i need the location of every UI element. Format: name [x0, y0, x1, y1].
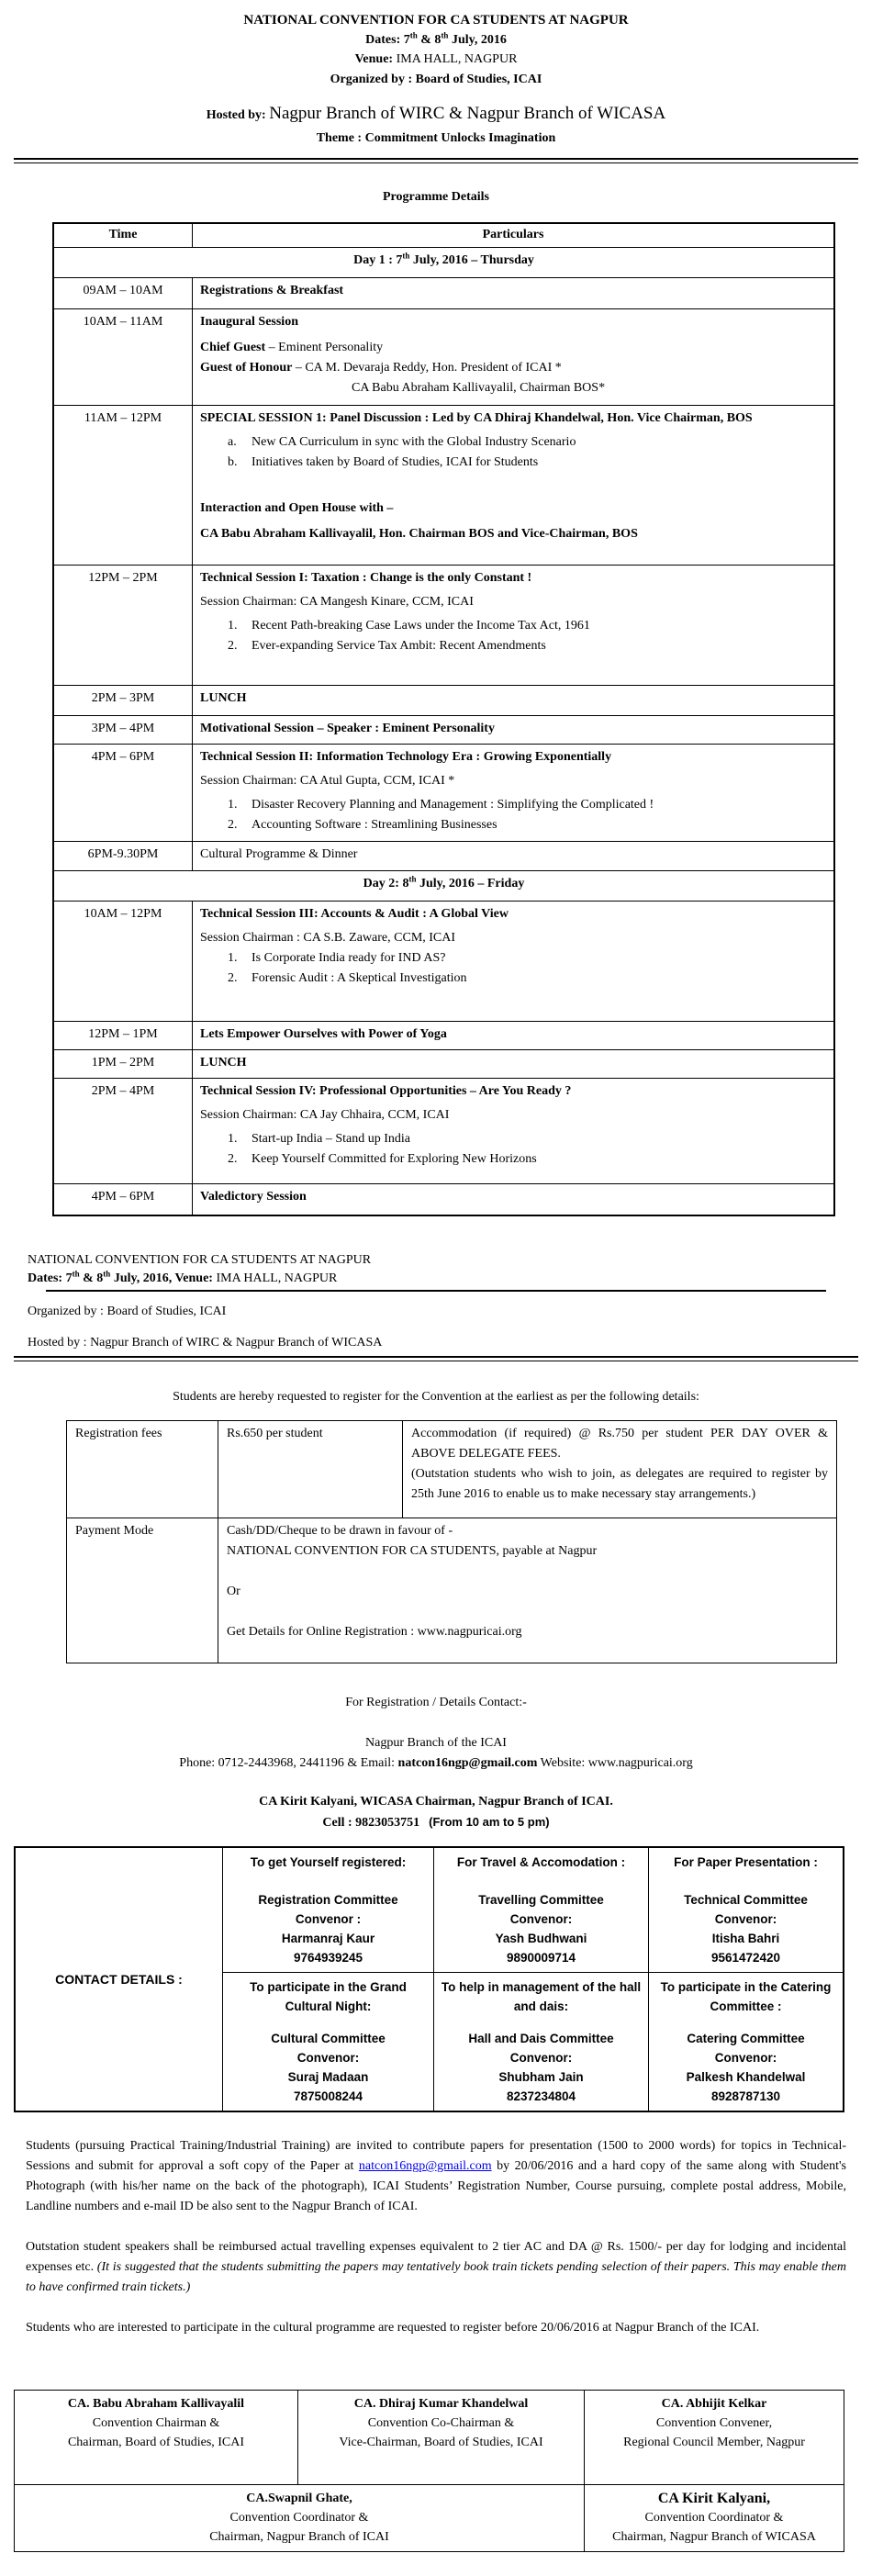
- convenor-label: Convenor:: [296, 2051, 360, 2065]
- topic-list: [200, 432, 826, 473]
- programme-row: [53, 309, 834, 406]
- info-title: NATIONAL CONVENTION FOR CA STUDENTS AT NAGPUR: [28, 1253, 372, 1267]
- programme-row: [53, 686, 834, 716]
- convenor-phone: 7875008244: [293, 2089, 363, 2103]
- payment-mode-row: [67, 1518, 837, 1663]
- registration-table: [66, 1420, 837, 1663]
- contact-details-table: [14, 1846, 844, 2112]
- list-item-text: Initiatives taken by Board of Studies, ICAI for Students: [252, 455, 539, 469]
- session-title: Technical Session II: Information Technology Era : Growing Exponentially: [200, 750, 612, 764]
- time-cell: 2PM – 4PM: [53, 1079, 193, 1184]
- time-cell: 4PM – 6PM: [53, 1184, 193, 1216]
- committee-name: Travelling Committee: [478, 1893, 604, 1907]
- convenor-name: Suraj Madaan: [287, 2070, 369, 2084]
- topic-list: [200, 795, 826, 835]
- guest-of-honour-label: Guest of Honour: [200, 361, 293, 375]
- session-title: Technical Session III: Accounts & Audit : A Global View: [200, 907, 509, 921]
- convenor-label: Convenor:: [509, 1912, 573, 1926]
- payment-mode-label: Payment Mode: [67, 1518, 218, 1663]
- contact-website: Website: www.nagpuricai.org: [537, 1756, 693, 1770]
- person-name: CA. Abhijit Kelkar: [661, 2397, 767, 2411]
- session-title: SPECIAL SESSION 1: Panel Discussion : Led by CA Dhiraj Khandelwal, Hon. Vice Chairman, BOS: [200, 411, 753, 425]
- list-item: [228, 948, 826, 969]
- convenor-label: Convenor:: [509, 2051, 573, 2065]
- dates-sup: th: [441, 30, 449, 40]
- list-item: [228, 969, 826, 989]
- convenor-phone: 8928787130: [710, 2089, 781, 2103]
- info-dates-text: July, 2016,: [110, 1271, 175, 1285]
- hosted-value: Nagpur Branch of WIRC & Nagpur Branch of WICASA: [269, 104, 666, 123]
- doc-title: NATIONAL CONVENTION FOR CA STUDENTS AT NAGPUR: [243, 13, 629, 28]
- info-organized: Organized by : Board of Studies, ICAI: [28, 1305, 227, 1318]
- time-cell: 12PM – 1PM: [53, 1022, 193, 1050]
- person-title: Convention Convener,: [655, 2416, 773, 2430]
- list-item-text: Disaster Recovery Planning and Management : Simplifying the Complicated !: [252, 798, 654, 812]
- hosted-label: Hosted by:: [206, 108, 270, 122]
- session-chairman: Session Chairman : CA S.B. Zaware, CCM, ICAI: [200, 931, 456, 945]
- info-hosted: [28, 1334, 844, 1352]
- list-marker: 2.: [228, 818, 238, 832]
- contact-branch: Nagpur Branch of the ICAI: [365, 1736, 507, 1750]
- wicasa-chairman-line: CA Kirit Kalyani, WICASA Chairman, Nagpur Branch of ICAI.: [259, 1795, 613, 1809]
- committee-cell: [223, 1847, 434, 1973]
- info-dates-sup: th: [103, 1269, 111, 1279]
- committee-name: Hall and Dais Committee: [468, 2032, 614, 2045]
- list-item: [228, 432, 826, 453]
- convenor-label: Convenor :: [295, 1912, 362, 1926]
- session-chairman: Session Chairman: CA Atul Gupta, CCM, ICAI *: [200, 774, 455, 788]
- list-item: [228, 453, 826, 473]
- info-dates-line: [28, 1270, 844, 1288]
- cell-hours-note: (From 10 am to 5 pm): [429, 1815, 550, 1829]
- programme-row: [53, 842, 834, 871]
- contact-phone: Phone: 0712-2443968, 2441196 & Email:: [179, 1756, 398, 1770]
- list-item-text: Is Corporate India ready for IND AS?: [252, 951, 446, 965]
- contact-table-row1: [15, 1847, 844, 1973]
- office-bearer-cell: [585, 2485, 844, 2552]
- double-divider: [14, 1356, 858, 1361]
- programme-row: [53, 566, 834, 686]
- contact-email: natcon16ngp@gmail.com: [397, 1756, 538, 1770]
- particulars-cell: [193, 406, 835, 566]
- accommodation-cell: [403, 1421, 837, 1518]
- list-marker: 1.: [228, 619, 238, 633]
- committee-purpose: To participate in the Catering Committee :: [660, 1980, 832, 2013]
- office-bearers-row1: [15, 2391, 844, 2485]
- person-title: Vice-Chairman, Board of Studies, ICAI: [339, 2436, 543, 2449]
- session-title: LUNCH: [200, 1056, 247, 1070]
- list-marker: 1.: [228, 951, 238, 965]
- venue-line: [0, 50, 872, 69]
- info-dates: [28, 1271, 216, 1285]
- list-marker: 1.: [228, 798, 238, 812]
- time-cell: 3PM – 4PM: [53, 716, 193, 745]
- particulars-cell: [193, 278, 835, 309]
- info-dates-sup: th: [72, 1269, 80, 1279]
- list-marker: 2.: [228, 971, 238, 985]
- programme-row: [53, 1022, 834, 1050]
- committee-purpose: To get Yourself registered:: [250, 1855, 407, 1869]
- committee-cell: [434, 1973, 649, 2112]
- committee-cell: [649, 1847, 844, 1973]
- day1-heading: [53, 248, 834, 278]
- office-bearers-table: [14, 2390, 844, 2552]
- papers-paragraph: [26, 2136, 846, 2217]
- list-item-text: Start-up India – Stand up India: [252, 1132, 411, 1146]
- particulars-cell: [193, 1050, 835, 1079]
- committee-name: Registration Committee: [258, 1893, 398, 1907]
- registration-fees-row: [67, 1421, 837, 1518]
- day2-heading: [53, 871, 834, 902]
- info-dates-text: & 8: [79, 1271, 104, 1285]
- registration-fees-label: Registration fees: [67, 1421, 218, 1518]
- day1-text: Day 1 : 7: [353, 253, 403, 267]
- programme-header-row: [53, 223, 834, 248]
- list-item: [228, 1129, 826, 1149]
- convenor-name: Yash Budhwani: [495, 1932, 587, 1945]
- committee-cell: [434, 1847, 649, 1973]
- info-hosted-label: Hosted by :: [28, 1336, 91, 1350]
- day1-text: July, 2016 – Thursday: [409, 253, 534, 267]
- cell-line: [0, 1812, 872, 1833]
- session-title: LUNCH: [200, 691, 247, 705]
- list-marker: 1.: [228, 1132, 238, 1146]
- person-title: Convention Coordinator &: [644, 2511, 784, 2525]
- list-item-text: New CA Curriculum in sync with the Global Industry Scenario: [252, 435, 576, 449]
- list-item-text: Ever-expanding Service Tax Ambit: Recent Amendments: [252, 639, 546, 653]
- time-cell: 09AM – 10AM: [53, 278, 193, 309]
- reimbursement-text: Outstation student speakers shall be reimbursed actual travelling expenses equivalent to 2 tier AC and DA @ Rs. 1500/- per day for lodging and incidental expenses etc.: [26, 2240, 846, 2274]
- time-cell: 10AM – 12PM: [53, 902, 193, 1022]
- interaction-line2: CA Babu Abraham Kallivayalil, Hon. Chairman BOS and Vice-Chairman, BOS: [200, 527, 638, 541]
- convenor-label: Convenor:: [714, 2051, 777, 2065]
- convenor-name: Shubham Jain: [498, 2070, 584, 2084]
- list-item: [228, 636, 826, 656]
- session-chairman: Session Chairman: CA Mangesh Kinare, CCM, ICAI: [200, 595, 474, 609]
- list-item-text: Keep Yourself Committed for Exploring New Horizons: [252, 1152, 537, 1166]
- accommodation-text: Accommodation (if required) @ Rs.750 per student PER DAY OVER & ABOVE DELEGATE FEES.: [411, 1427, 828, 1461]
- person-title: Chairman, Nagpur Branch of WICASA: [612, 2530, 816, 2544]
- office-bearer-cell: [15, 2485, 585, 2552]
- list-item: [228, 795, 826, 815]
- person-name: CA. Babu Abraham Kallivayalil: [67, 2397, 245, 2411]
- document-header: [0, 11, 872, 149]
- day2-text: Day 2: 8: [363, 877, 409, 890]
- office-bearers-row2: [15, 2485, 844, 2552]
- payment-mode-cell: [218, 1518, 837, 1663]
- day2-text: July, 2016 – Friday: [416, 877, 525, 890]
- particulars-cell: [193, 842, 835, 871]
- session-title: Registrations & Breakfast: [200, 284, 344, 297]
- programme-row: [53, 902, 834, 1022]
- accommodation-note: (Outstation students who wish to join, as delegates are required to register by 25th June 2016 to enable us to make necessary stay arrangements.): [411, 1467, 828, 1501]
- guest-of-honour-line: [200, 358, 826, 378]
- particulars-cell: [193, 745, 835, 842]
- cell-number: Cell : 9823053751: [322, 1816, 420, 1830]
- dates-text: & 8: [417, 33, 442, 47]
- chief-guest-label: Chief Guest: [200, 341, 266, 354]
- contact-phone-line: [0, 1753, 872, 1774]
- time-cell: 6PM-9.30PM: [53, 842, 193, 871]
- session-title: Technical Session IV: Professional Opportunities – Are You Ready ?: [200, 1084, 572, 1098]
- hosted-line: [0, 101, 872, 129]
- info-hosted-value: Nagpur Branch of WIRC & Nagpur Branch of WICASA: [90, 1336, 383, 1350]
- time-cell: 10AM – 11AM: [53, 309, 193, 406]
- dates-text: Dates: 7: [365, 33, 410, 47]
- particulars-cell: [193, 1184, 835, 1216]
- organized-line: Organized by : Board of Studies, ICAI: [330, 73, 542, 86]
- particulars-cell: [193, 1079, 835, 1184]
- register-note: Students are hereby requested to register for the Convention at the earliest as per the following details:: [173, 1390, 699, 1404]
- office-bearer-cell: [15, 2391, 298, 2485]
- list-marker: b.: [228, 455, 238, 469]
- convenor-phone: 9561472420: [710, 1951, 781, 1965]
- list-item: [228, 616, 826, 636]
- time-cell: 12PM – 2PM: [53, 566, 193, 686]
- session-chairman: Session Chairman: CA Jay Chhaira, CCM, ICAI: [200, 1108, 450, 1122]
- convenor-phone: 9890009714: [506, 1951, 576, 1965]
- convenor-phone: 9764939245: [293, 1951, 363, 1965]
- list-item-text: Forensic Audit : A Skeptical Investigation: [252, 971, 467, 985]
- info-venue-label: Venue:: [174, 1271, 217, 1285]
- contact-details-label: CONTACT DETAILS :: [15, 1847, 223, 2111]
- session-title: Inaugural Session: [200, 315, 298, 329]
- venue-value: IMA HALL, NAGPUR: [393, 52, 518, 66]
- committee-purpose: For Paper Presentation :: [674, 1855, 818, 1869]
- person-title: Chairman, Board of Studies, ICAI: [67, 2436, 245, 2449]
- person-title: Convention Coordinator &: [229, 2511, 369, 2525]
- programme-row: [53, 1184, 834, 1216]
- contact-block: [0, 1693, 872, 1833]
- day2-row: [53, 871, 834, 902]
- convenor-name: Harmanraj Kaur: [281, 1932, 375, 1945]
- convenor-name: Palkesh Khandelwal: [686, 2070, 806, 2084]
- list-marker: a.: [228, 435, 237, 449]
- payment-online: Get Details for Online Registration : www.nagpuricai.org: [227, 1625, 522, 1639]
- committee-name: Technical Committee: [684, 1893, 808, 1907]
- session-title: Lets Empower Ourselves with Power of Yoga: [200, 1027, 447, 1041]
- spacer: [227, 1562, 828, 1582]
- office-bearer-cell: [585, 2391, 844, 2485]
- convenor-label: Convenor:: [714, 1912, 777, 1926]
- col-header-time: Time: [53, 223, 193, 248]
- person-name: CA.Swapnil Ghate,: [246, 2492, 352, 2505]
- reimbursement-note-italic: (It is suggested that the students submitting the papers may tentatively book train tickets pending selection of their papers. This may enable them to have confirmed train tickets.): [26, 2260, 847, 2294]
- particulars-cell: [193, 1022, 835, 1050]
- time-cell: 4PM – 6PM: [53, 745, 193, 842]
- committee-name: Cultural Committee: [271, 2032, 386, 2045]
- time-cell: 11AM – 12PM: [53, 406, 193, 566]
- list-marker: 2.: [228, 1152, 238, 1166]
- programme-heading: Programme Details: [383, 190, 489, 204]
- particulars-cell: [193, 716, 835, 745]
- payment-line2: NATIONAL CONVENTION FOR CA STUDENTS, payable at Nagpur: [227, 1544, 598, 1558]
- person-name: CA Kirit Kalyani,: [657, 2491, 771, 2506]
- convenor-name: Itisha Bahri: [711, 1932, 780, 1945]
- session-title: Cultural Programme & Dinner: [200, 847, 358, 861]
- interaction-line: Interaction and Open House with –: [200, 501, 394, 515]
- venue-label: Venue:: [354, 52, 394, 66]
- list-item: [228, 1149, 826, 1170]
- committee-purpose: To participate in the Grand Cultural Night:: [250, 1980, 407, 2013]
- info-dates-text: Dates: 7: [28, 1271, 73, 1285]
- programme-row: [53, 406, 834, 566]
- day1-sup: th: [402, 251, 410, 261]
- guest-of-honour-value: – CA M. Devaraja Reddy, Hon. President of ICAI *: [292, 361, 562, 375]
- programme-row: [53, 278, 834, 309]
- cultural-paragraph: Students who are interested to participate in the cultural programme are requested to register before 20/06/2016 at Nagpur Branch of the ICAI.: [26, 2321, 760, 2335]
- list-item-text: Recent Path-breaking Case Laws under the Income Tax Act, 1961: [252, 619, 590, 633]
- particulars-cell: [193, 686, 835, 716]
- committee-purpose: For Travel & Accomodation :: [456, 1855, 626, 1869]
- info-block: [28, 1251, 844, 1352]
- person-title: Regional Council Member, Nagpur: [623, 2436, 805, 2449]
- topic-list: [200, 948, 826, 989]
- papers-text: by 20/06/2016 and a hard copy of the same along with Student's Photograph (with his/her name on the back of the photograph), ICAI Students’ Registration Number, Course pursuing, complete postal address, Mobile, Landline numbers and e-mail ID be also sent to the Nagpur Branch of ICAI.: [26, 2159, 847, 2213]
- spacer: [227, 1602, 828, 1622]
- session-title: Motivational Session – Speaker : Eminent Personality: [200, 722, 495, 735]
- session-title: Technical Session I: Taxation : Change is the only Constant !: [200, 571, 532, 585]
- contact-heading: For Registration / Details Contact:-: [345, 1696, 527, 1709]
- programme-row: [53, 745, 834, 842]
- dates-sup: th: [409, 30, 418, 40]
- list-item: [228, 815, 826, 835]
- programme-row: [53, 1050, 834, 1079]
- chief-guest-value: – Eminent Personality: [265, 341, 384, 354]
- payment-or: Or: [227, 1585, 240, 1598]
- person-title: Chairman, Nagpur Branch of ICAI: [209, 2530, 389, 2544]
- double-divider: [14, 158, 858, 163]
- topic-list: [200, 616, 826, 656]
- info-venue-value: IMA HALL, NAGPUR: [216, 1271, 338, 1285]
- particulars-cell: [193, 902, 835, 1022]
- committee-cell: [649, 1973, 844, 2112]
- session-title: Valedictory Session: [200, 1190, 307, 1204]
- day2-sup: th: [408, 874, 417, 884]
- theme-line: Theme : Commitment Unlocks Imagination: [316, 131, 556, 145]
- particulars-cell: [193, 566, 835, 686]
- topic-list: [200, 1129, 826, 1170]
- papers-text: Students (pursuing Practical Training/Industrial Training) are invited to contribute papers for presentation (1500 to 2000 words) for topics in Technical-Sessions and submit for approval a soft copy of the Paper at: [26, 2139, 846, 2173]
- divider: [46, 1290, 826, 1292]
- particulars-cell: [193, 309, 835, 406]
- programme-row: [53, 1079, 834, 1184]
- dates-text: July, 2016: [448, 33, 507, 47]
- guest-of-honour-line2: CA Babu Abraham Kallivayalil, Chairman BOS*: [352, 381, 606, 395]
- convenor-phone: 8237234804: [506, 2089, 576, 2103]
- list-item-text: Accounting Software : Streamlining Businesses: [252, 818, 497, 832]
- person-title: Convention Chairman &: [92, 2416, 220, 2430]
- dates-line: [0, 30, 872, 50]
- person-name: CA. Dhiraj Kumar Khandelwal: [353, 2397, 529, 2411]
- committee-purpose: To help in management of the hall and dais:: [441, 1980, 642, 2013]
- list-marker: 2.: [228, 639, 238, 653]
- time-cell: 2PM – 3PM: [53, 686, 193, 716]
- time-cell: 1PM – 2PM: [53, 1050, 193, 1079]
- col-header-particulars: Particulars: [193, 223, 835, 248]
- payment-line1: Cash/DD/Cheque to be drawn in favour of -: [227, 1524, 453, 1538]
- committee-name: Catering Committee: [687, 2032, 805, 2045]
- reimbursement-paragraph: [26, 2237, 846, 2298]
- email-link[interactable]: natcon16ngp@gmail.com: [358, 2159, 492, 2173]
- person-title: Convention Co-Chairman &: [367, 2416, 515, 2430]
- programme-table: [52, 222, 835, 1216]
- office-bearer-cell: [298, 2391, 585, 2485]
- registration-fee-value: Rs.650 per student: [218, 1421, 403, 1518]
- chief-guest-line: [200, 338, 826, 358]
- day1-row: [53, 248, 834, 278]
- programme-row: [53, 716, 834, 745]
- committee-cell: [223, 1973, 434, 2112]
